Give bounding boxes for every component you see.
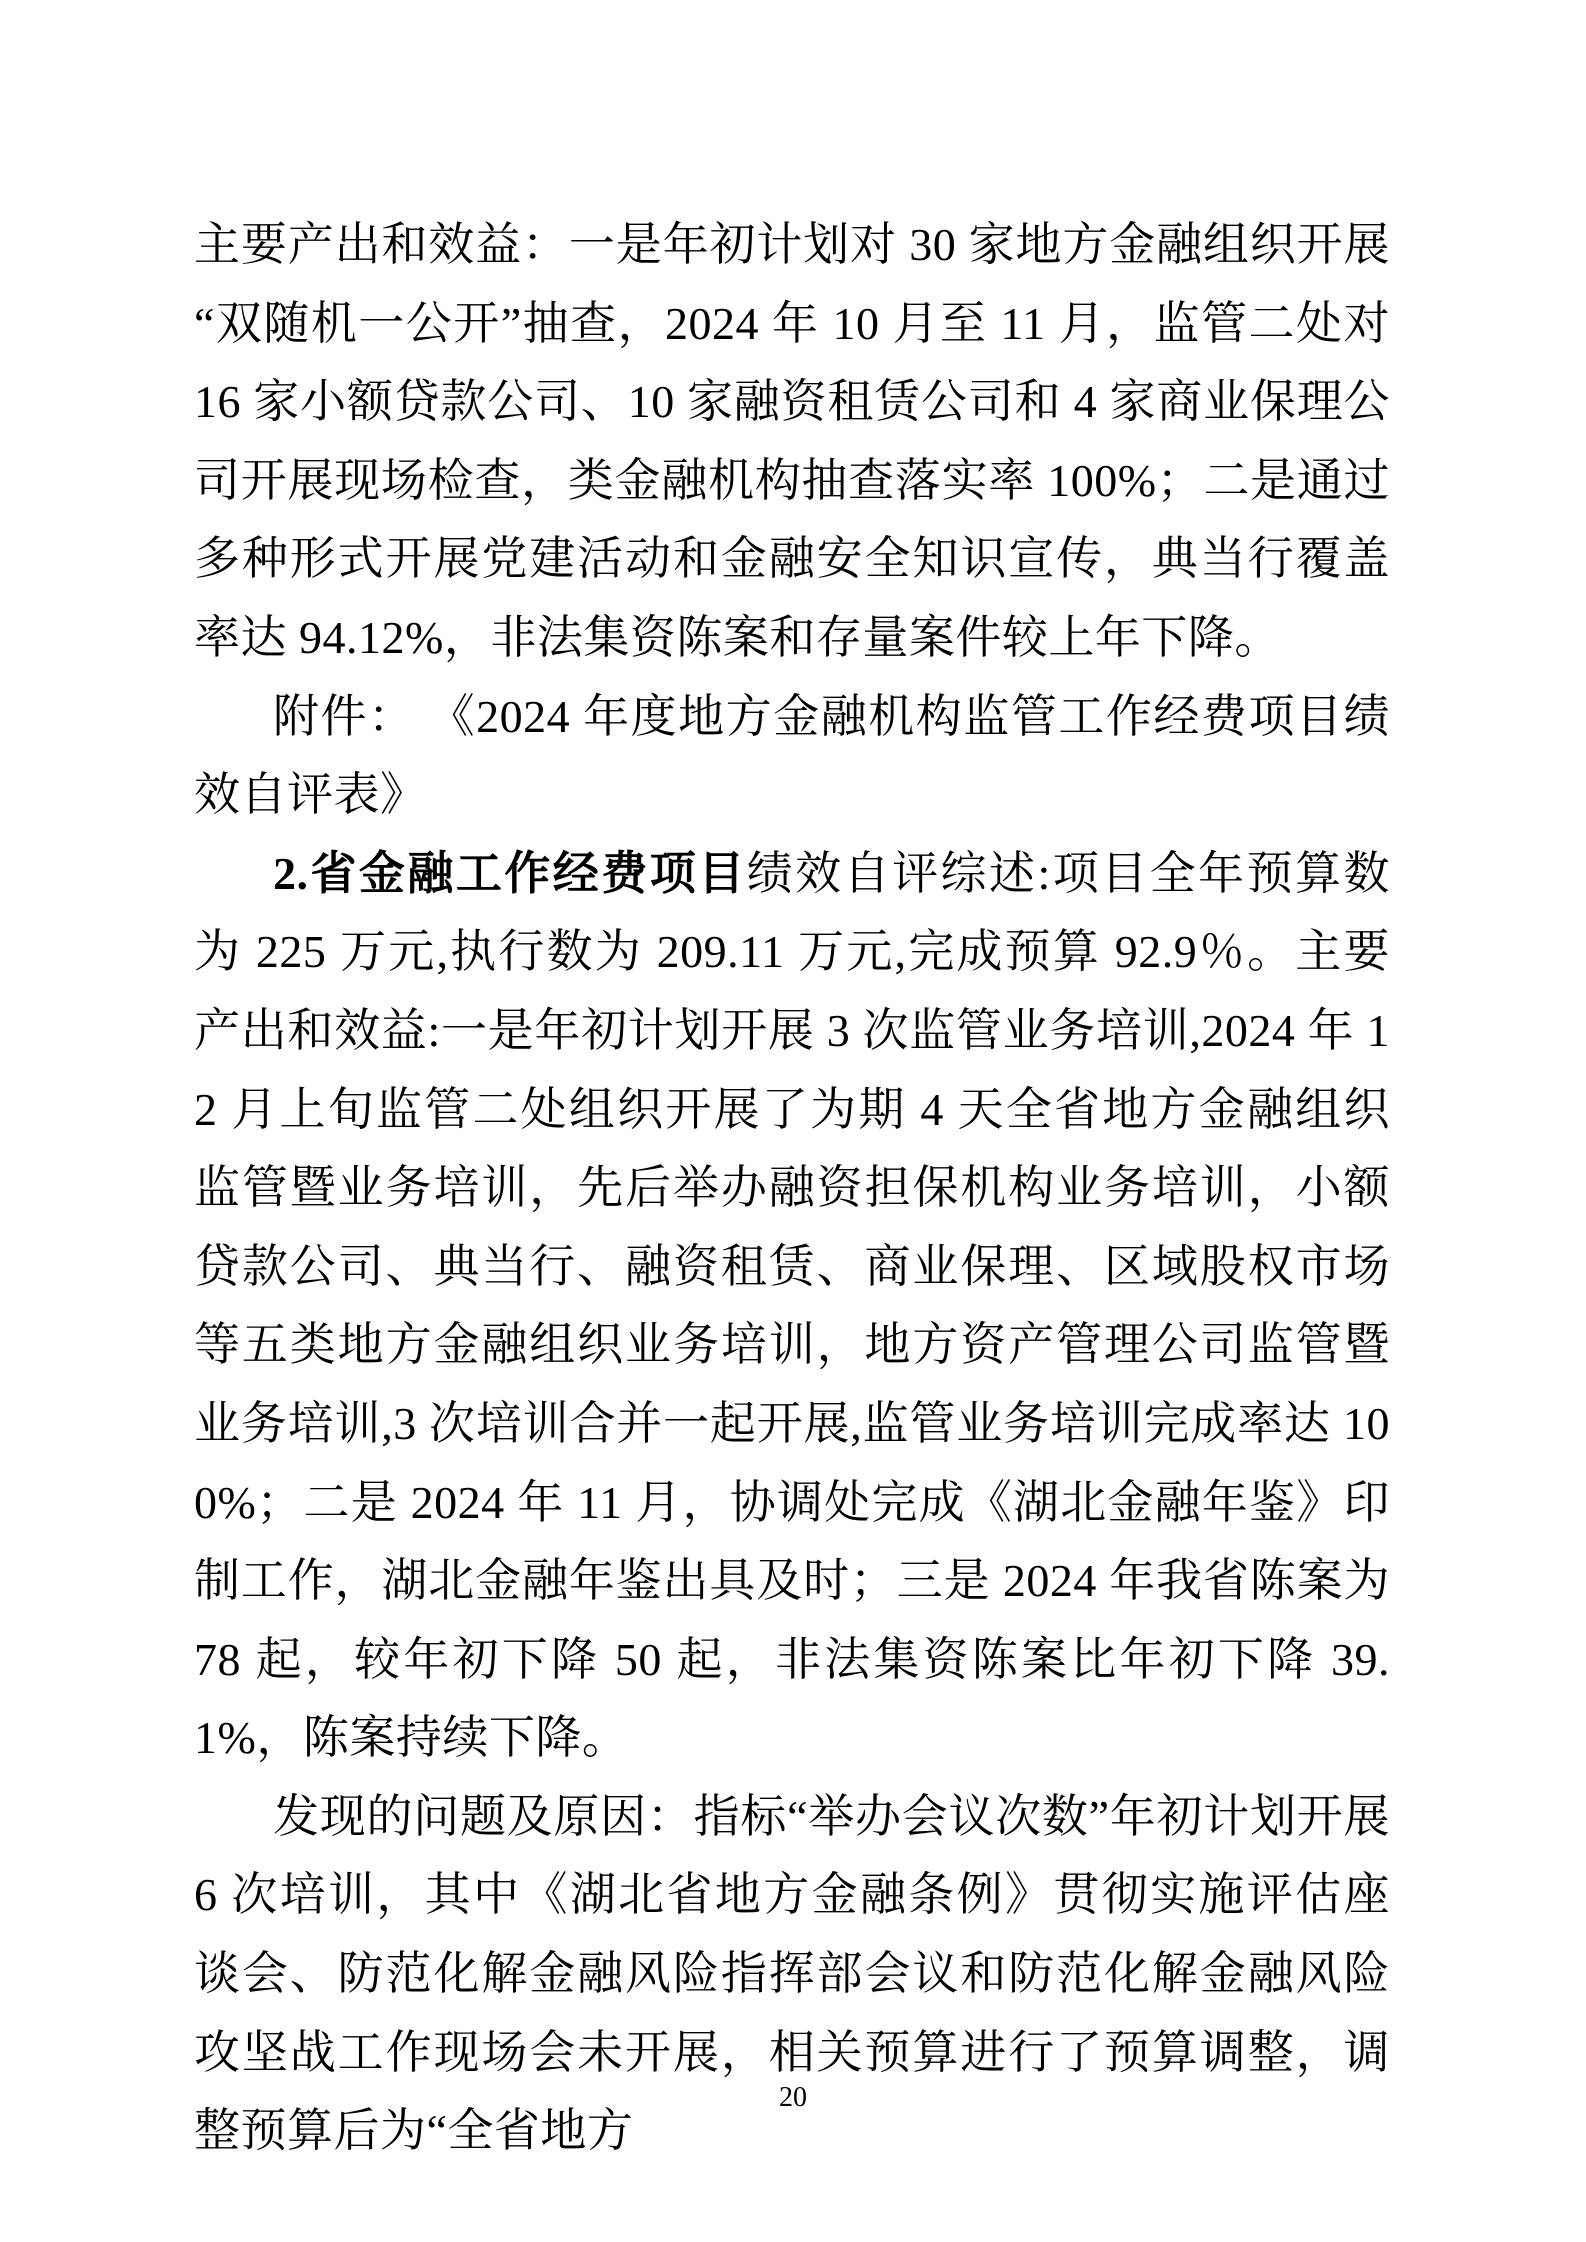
- paragraph-text: 绩效自评综述:项目全年预算数为 225 万元,执行数为 209.11 万元,完成预算 92.9％。主要产出和效益:一是年初计划开展 3 次监管业务培训,2024 年 12 月上旬监管二处组织开展了为期 4 天全省地方金融组织监管暨业务培训，先后举办融资担保机构业务培训，小额贷款公司、典当行、融资租赁、商业保理、区域股权市场等五类地方金融组织业务培训，地方资产管理公司监管暨业务培训,3 次培训合并一起开展,监管业务培训完成率达 100%；二是 2024 年 11 月，协调处完成《湖北金融年鉴》印制工作，湖北金融年鉴出具及时；三是 2024 年我省陈案为 78 起，较年初下降 50 起，非法集资陈案比年初下降 39.1%，陈案持续下降。: [194, 847, 1391, 1764]
- paragraph-provincial-finance-fund: [194, 835, 1390, 1778]
- paragraph-text: 附件： 《2024 年度地方金融机构监管工作经费项目绩效自评表》: [194, 690, 1390, 821]
- paragraph-outputs-benefits-continued: [194, 206, 1390, 678]
- paragraph-text: 主要产出和效益：一是年初计划对 30 家地方金融组织开展“双随机一公开”抽查，2024 年 10 月至 11 月，监管二处对 16 家小额贷款公司、10 家融资租赁公司和 4 家商业保理公司开展现场检查，类金融机构抽查落实率 100%；二是通过多种形式开展党建活动和金融安全知识宣传，典当行覆盖率达 94.12%，非法集资陈案和存量案件较上年下降。: [194, 219, 1390, 663]
- paragraph-text: 发现的问题及原因：指标“举办会议次数”年初计划开展 6 次培训，其中《湖北省地方金融条例》贯彻实施评估座谈会、防范化解金融风险指挥部会议和防范化解金融风险攻坚战工作现场会未开展，相关预算进行了预算调整，调整预算后为“全省地方: [194, 1790, 1390, 2157]
- bold-heading-run: 2.省金融工作经费项目: [273, 847, 747, 899]
- paragraph-attachment: [194, 678, 1390, 835]
- page-number: 20: [779, 2082, 807, 2113]
- document-body: [194, 206, 1390, 2171]
